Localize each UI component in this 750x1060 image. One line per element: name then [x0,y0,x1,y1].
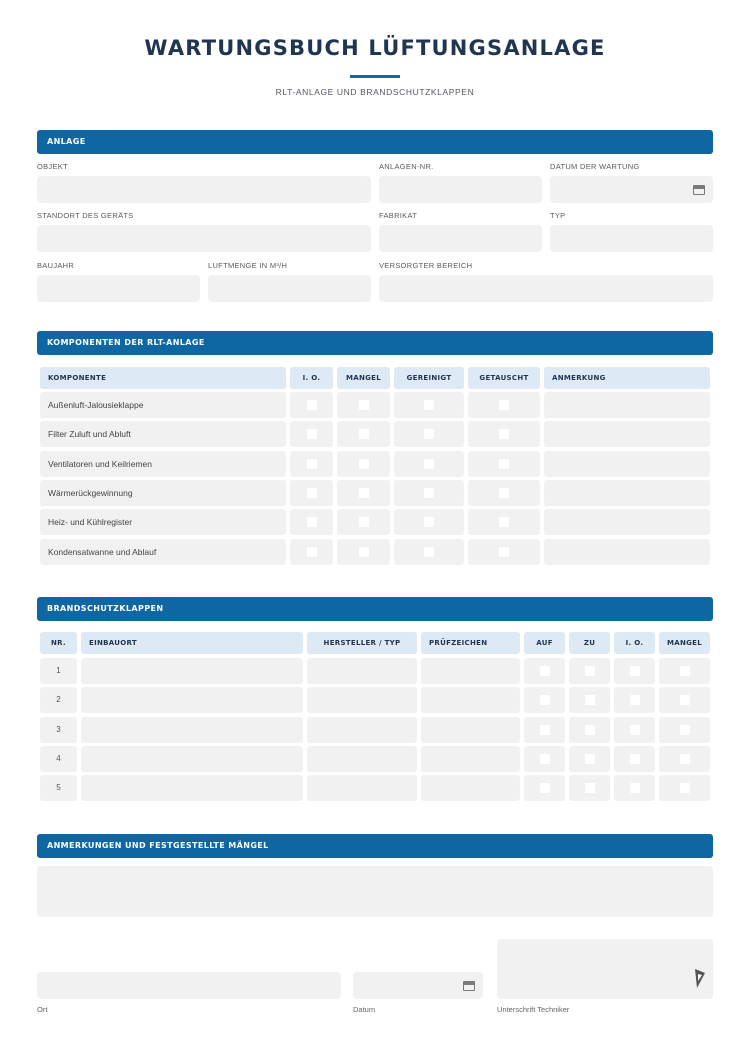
checkbox[interactable] [540,754,550,764]
mangel-cell [337,421,390,447]
getauscht-cell [468,392,540,418]
column-header-io: I. O. [614,632,655,654]
column-header-anmerkung: ANMERKUNG [544,367,710,389]
gereinigt-cell [394,392,464,418]
label-fabrikat: FABRIKAT [379,211,418,220]
label-datum: Datum [353,1005,376,1014]
mangel-cell [337,539,390,565]
checkbox[interactable] [680,695,690,705]
field-anmerkungen[interactable] [37,866,713,917]
io-cell [614,775,655,801]
label-unterschrift: Unterschrift Techniker [497,1005,570,1014]
checkbox[interactable] [680,783,690,793]
column-header-mangel: MANGEL [337,367,390,389]
column-header-gereinigt: GEREINIGT [394,367,464,389]
io-cell [290,539,333,565]
field-objekt[interactable] [37,176,371,203]
checkbox[interactable] [307,547,317,557]
pruefzeichen-field[interactable] [421,717,520,743]
checkbox[interactable] [630,754,640,764]
hersteller-typ-field[interactable] [307,717,417,743]
mangel-cell [659,658,710,684]
mangel-cell [337,509,390,535]
einbauort-field[interactable] [81,658,303,684]
checkbox[interactable] [424,459,434,469]
field-datum-wartung[interactable] [550,176,713,203]
table-row-label: Kondensatwanne und Ablauf [40,539,286,565]
zu-cell [569,717,610,743]
checkbox[interactable] [499,459,509,469]
getauscht-cell [468,480,540,506]
checkbox[interactable] [585,754,595,764]
column-header-einbauort: EINBAUORT [81,632,303,654]
column-header-pruefzeichen: PRÜFZEICHEN [421,632,520,654]
hersteller-typ-field[interactable] [307,746,417,772]
hersteller-typ-field[interactable] [307,658,417,684]
gereinigt-cell [394,539,464,565]
io-cell [290,451,333,477]
checkbox[interactable] [499,429,509,439]
field-luftmenge[interactable] [208,275,371,302]
checkbox[interactable] [424,547,434,557]
field-fabrikat[interactable] [379,225,542,252]
auf-cell [524,687,565,713]
zu-cell [569,746,610,772]
checkbox[interactable] [540,666,550,676]
column-header-auf: AUF [524,632,565,654]
document-title: WARTUNGSBUCH LÜFTUNGSANLAGE [144,36,606,60]
checkbox[interactable] [585,725,595,735]
checkbox[interactable] [499,547,509,557]
gereinigt-cell [394,509,464,535]
table-row-label: Wärmerückgewinnung [40,480,286,506]
table-row-label: Ventilatoren und Keilriemen [40,451,286,477]
io-cell [290,421,333,447]
field-ort[interactable] [37,972,341,999]
checkbox[interactable] [359,517,369,527]
column-header-hersteller-typ: HERSTELLER / TYP [307,632,417,654]
auf-cell [524,658,565,684]
mangel-cell [337,451,390,477]
label-anlagen-nr: ANLAGEN-NR. [379,162,434,171]
row-number: 2 [40,687,77,713]
anmerkung-field[interactable] [544,451,710,477]
gereinigt-cell [394,451,464,477]
io-cell [614,687,655,713]
field-standort[interactable] [37,225,371,252]
einbauort-field[interactable] [81,687,303,713]
field-versorgter-bereich[interactable] [379,275,713,302]
column-header-io: I. O. [290,367,333,389]
mangel-cell [659,687,710,713]
checkbox[interactable] [359,429,369,439]
section-header-anmerkungen: ANMERKUNGEN UND FESTGESTELLTE MÄNGEL [37,834,713,858]
mangel-cell [659,717,710,743]
checkbox[interactable] [424,400,434,410]
getauscht-cell [468,509,540,535]
checkbox[interactable] [359,488,369,498]
field-datum[interactable] [353,972,483,999]
gereinigt-cell [394,480,464,506]
getauscht-cell [468,539,540,565]
column-header-mangel: MANGEL [659,632,710,654]
checkbox[interactable] [307,488,317,498]
checkbox[interactable] [585,783,595,793]
pruefzeichen-field[interactable] [421,746,520,772]
io-cell [614,746,655,772]
einbauort-field[interactable] [81,775,303,801]
einbauort-field[interactable] [81,717,303,743]
getauscht-cell [468,451,540,477]
label-datum-wartung: DATUM DER WARTUNG [550,162,640,171]
checkbox[interactable] [499,517,509,527]
row-number: 4 [40,746,77,772]
checkbox[interactable] [359,400,369,410]
field-unterschrift[interactable] [497,939,713,999]
pruefzeichen-field[interactable] [421,658,520,684]
table-row-label: Heiz- und Kühlregister [40,509,286,535]
anmerkung-field[interactable] [544,539,710,565]
anmerkung-field[interactable] [544,480,710,506]
column-header-zu: ZU [569,632,610,654]
label-luftmenge: LUFTMENGE IN M³/H [208,261,288,270]
section-header-brandschutzklappen: BRANDSCHUTZKLAPPEN [37,597,713,621]
checkbox[interactable] [585,695,595,705]
checkbox[interactable] [630,666,640,676]
row-number: 5 [40,775,77,801]
zu-cell [569,687,610,713]
section-header-komponenten: KOMPONENTEN DER RLT-ANLAGE [37,331,713,355]
field-anlagen-nr[interactable] [379,176,542,203]
checkbox[interactable] [680,725,690,735]
zu-cell [569,658,610,684]
io-cell [290,509,333,535]
mangel-cell [659,775,710,801]
checkbox[interactable] [540,695,550,705]
auf-cell [524,717,565,743]
anmerkung-field[interactable] [544,509,710,535]
field-typ[interactable] [550,225,713,252]
field-baujahr[interactable] [37,275,200,302]
checkbox[interactable] [630,725,640,735]
column-header-nr: NR. [40,632,77,654]
zu-cell [569,775,610,801]
io-cell [614,717,655,743]
checkbox[interactable] [630,695,640,705]
checkbox[interactable] [307,459,317,469]
checkbox[interactable] [585,666,595,676]
auf-cell [524,775,565,801]
checkbox[interactable] [630,783,640,793]
checkbox[interactable] [307,517,317,527]
calendar-icon[interactable] [693,185,705,195]
checkbox[interactable] [680,666,690,676]
io-cell [290,480,333,506]
einbauort-field[interactable] [81,746,303,772]
column-header-komponente: KOMPONENTE [40,367,286,389]
checkbox[interactable] [424,488,434,498]
row-number: 3 [40,717,77,743]
anmerkung-field[interactable] [544,392,710,418]
hersteller-typ-field[interactable] [307,687,417,713]
label-versorgter-bereich: VERSORGTER BEREICH [379,261,473,270]
label-baujahr: BAUJAHR [37,261,75,270]
checkbox[interactable] [359,459,369,469]
checkbox[interactable] [680,754,690,764]
mangel-cell [337,392,390,418]
label-typ: TYP [550,211,566,220]
checkbox[interactable] [424,429,434,439]
gereinigt-cell [394,421,464,447]
pruefzeichen-field[interactable] [421,775,520,801]
table-row-label: Außenluft-Jalousieklappe [40,392,286,418]
checkbox[interactable] [424,517,434,527]
checkbox[interactable] [359,547,369,557]
checkbox[interactable] [307,400,317,410]
calendar-icon[interactable] [463,981,475,991]
label-ort: Ort [37,1005,48,1014]
column-header-getauscht: GETAUSCHT [468,367,540,389]
label-objekt: OBJEKT [37,162,68,171]
auf-cell [524,746,565,772]
section-header-anlage: ANLAGE [37,130,713,154]
anmerkung-field[interactable] [544,421,710,447]
title-underline [350,75,400,78]
getauscht-cell [468,421,540,447]
row-number: 1 [40,658,77,684]
hersteller-typ-field[interactable] [307,775,417,801]
checkbox[interactable] [540,783,550,793]
pen-nib-icon [693,967,707,989]
label-standort: STANDORT DES GERÄTS [37,211,134,220]
checkbox[interactable] [499,488,509,498]
table-row-label: Filter Zuluft und Abluft [40,421,286,447]
checkbox[interactable] [540,725,550,735]
mangel-cell [337,480,390,506]
io-cell [290,392,333,418]
io-cell [614,658,655,684]
pruefzeichen-field[interactable] [421,687,520,713]
document-subtitle: RLT-ANLAGE UND BRANDSCHUTZKLAPPEN [275,87,475,97]
mangel-cell [659,746,710,772]
checkbox[interactable] [307,429,317,439]
checkbox[interactable] [499,400,509,410]
